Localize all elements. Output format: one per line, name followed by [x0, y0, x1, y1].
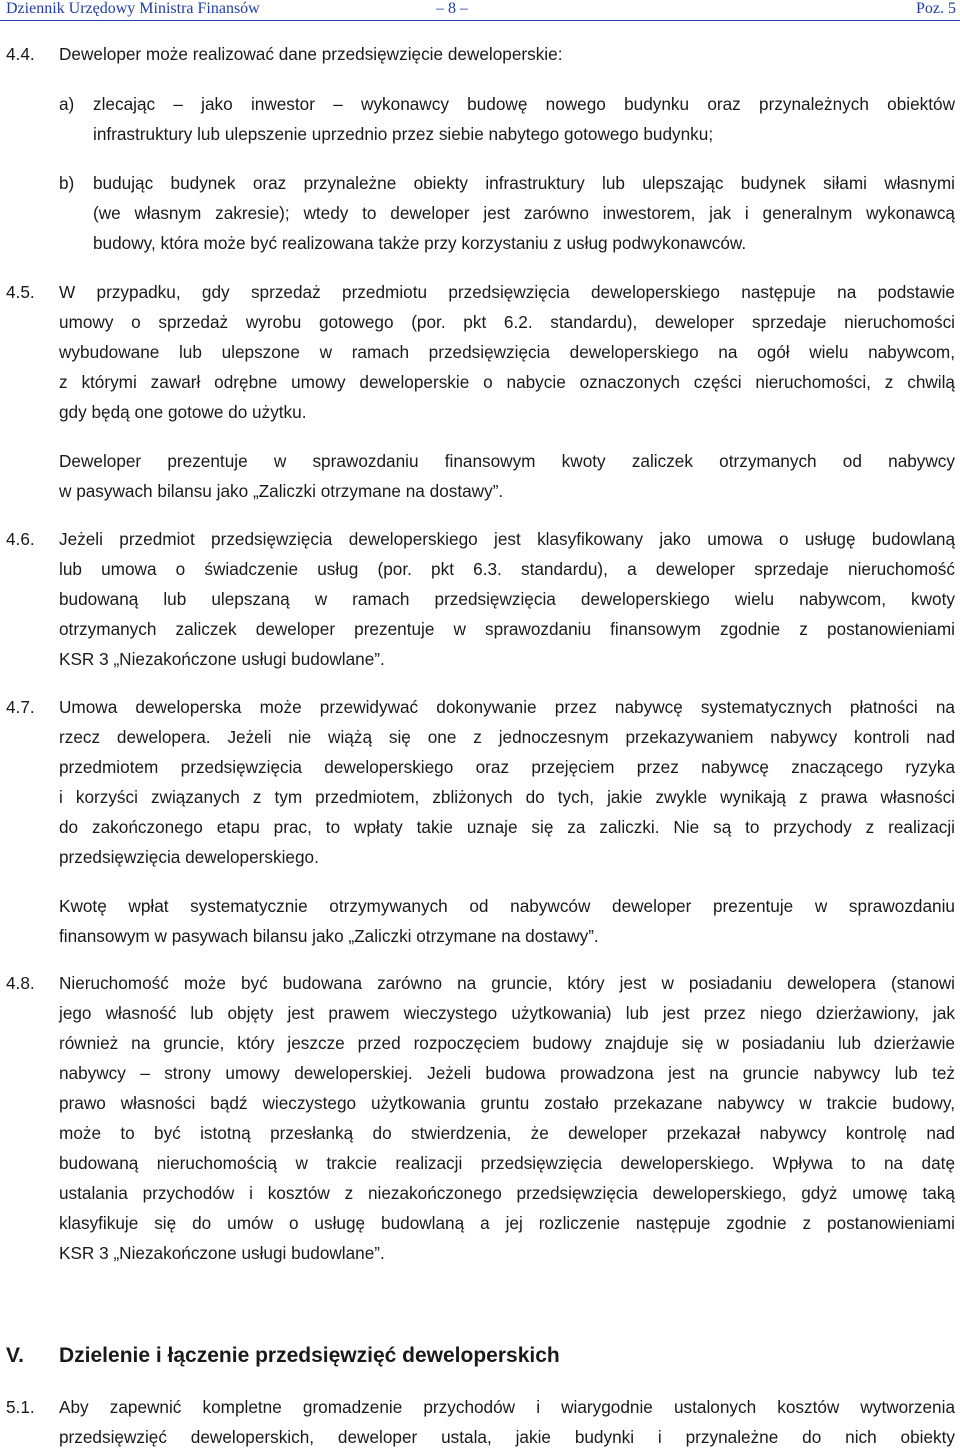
paragraph-line: budowy, która może być realizowana także przy korzystaniu z usług podwykonawców. — [93, 233, 747, 253]
list-item-b — [93, 168, 955, 258]
page-header — [0, 0, 960, 22]
section-4-6-paragraph — [59, 524, 955, 674]
paragraph-line: klasyfikuje się do umów o usługę budowlaną a jej rozliczenie następuje zgodnie z postanowieniami — [59, 1213, 955, 1233]
paragraph-line: gdy będą one gotowe do użytku. — [59, 402, 307, 422]
header-rule — [0, 20, 960, 21]
paragraph-line: ustalania przychodów i kosztów z niezakończonego przedsięwzięcia deweloperskiego, gdyż umowę taką — [59, 1183, 955, 1203]
section-number-4-5: 4.5. — [6, 282, 35, 302]
paragraph-line: KSR 3 „Niezakończone usługi budowlane”. — [59, 649, 385, 669]
section-number-4-7: 4.7. — [6, 697, 35, 717]
paragraph-line: rzecz dewelopera. Jeżeli nie wiążą się one z jednoczesnym przekazywaniem nabywcy kontroli nad — [59, 727, 955, 747]
section-4-7-paragraph-2 — [59, 891, 955, 951]
paragraph-line: zlecając – jako inwestor – wykonawcy budowę nowego budynku oraz przynależnych obiektów — [93, 94, 955, 114]
paragraph-line: Deweloper może realizować dane przedsięwzięcie deweloperskie: — [59, 44, 563, 64]
paragraph-line: Jeżeli przedmiot przedsięwzięcia deweloperskiego jest klasyfikowany jako umowa o usługę budowlaną — [59, 529, 955, 549]
list-label-a: a) — [59, 94, 75, 114]
paragraph-line: Nieruchomość może być budowana zarówno na gruncie, który jest w posiadaniu dewelopera (stanowi — [59, 973, 955, 993]
paragraph-line: finansowym w pasywach bilansu jako „Zaliczki otrzymane na dostawy”. — [59, 926, 599, 946]
section-4-5-paragraph-2 — [59, 446, 955, 506]
paragraph-line: otrzymanych zaliczek deweloper prezentuje w sprawozdaniu finansowym zgodnie z postanowieniami — [59, 619, 955, 639]
paragraph-line: (we własnym zakresie); wtedy to deweloper jest zarówno inwestorem, jak i generalnym wykonawcą — [93, 203, 955, 223]
paragraph-line: do zakończonego etapu prac, to wpłaty takie uznaje się za zaliczki. Nie są to przychody z realizacji — [59, 817, 955, 837]
list-label-b: b) — [59, 173, 75, 193]
page-number: – 8 – — [436, 0, 468, 17]
paragraph-line: i korzyści związanych z tym przedmiotem, zbliżonych do tych, jakie zwykle wynikają z prawa własności — [59, 787, 955, 807]
paragraph-line: z którymi zawarł odrębne umowy deweloperskie o nabycie oznaczonych części nieruchomości, z chwilą — [59, 372, 955, 392]
paragraph-line: wybudowane lub ulepszone w ramach przedsięwzięcia deweloperskiego na ogół wielu nabywcom, — [59, 342, 955, 362]
paragraph-line: budowaną lub ulepszaną w ramach przedsięwzięcia deweloperskiego wielu nabywcom, kwoty — [59, 589, 955, 609]
paragraph-line: również na gruncie, który jeszcze przed rozpoczęciem budowy znajduje się w posiadaniu lub dzierżawie — [59, 1033, 955, 1053]
list-item-a — [93, 89, 955, 149]
section-4-7-paragraph — [59, 692, 955, 872]
section-5-1-paragraph — [59, 1392, 955, 1452]
chapter-title: Dzielenie i łączenie przedsięwzięć deweloperskich — [59, 1344, 560, 1367]
paragraph-line: może to być istotną przesłanką do stwierdzenia, że deweloper przekazał nabywcy kontrolę nad — [59, 1123, 955, 1143]
paragraph-line: przedsięwzięć deweloperskich, deweloper ustala, jakie budynki i przynależne do nich obiekty — [59, 1427, 955, 1447]
section-number-4-4: 4.4. — [6, 44, 35, 64]
section-4-5-paragraph — [59, 277, 955, 427]
paragraph-line: Aby zapewnić kompletne gromadzenie przychodów i wiarygodnie ustalonych kosztów wytworzenia — [59, 1397, 955, 1417]
paragraph-line: infrastruktury lub ulepszenie uprzednio przez siebie nabytego gotowego budynku; — [93, 124, 714, 144]
paragraph-line: lub umowa o świadczenie usług (por. pkt 6.3. standardu), a deweloper sprzedaje nieruchomość — [59, 559, 955, 579]
section-4-8-paragraph — [59, 968, 955, 1268]
paragraph-line: nabywcy – strony umowy deweloperskiej. Jeżeli budowa prowadzona jest na gruncie nabywcy lub też — [59, 1063, 955, 1083]
paragraph-line: przedsięwzięcia deweloperskiego. — [59, 847, 319, 867]
paragraph-line: Deweloper prezentuje w sprawozdaniu finansowym kwoty zaliczek otrzymanych od nabywcy — [59, 451, 955, 471]
paragraph-line: Umowa deweloperska może przewidywać dokonywanie przez nabywcę systematycznych płatności na — [59, 697, 955, 717]
section-number-4-8: 4.8. — [6, 973, 35, 993]
paragraph-line: budowaną nieruchomością w trakcie realizacji przedsięwzięcia deweloperskiego. Wpływa to na datę — [59, 1153, 955, 1173]
chapter-number: V. — [6, 1344, 24, 1367]
paragraph-line: prawo własności bądź wieczystego użytkowania gruntu zostało przekazane nabywcy w trakcie budowy, — [59, 1093, 955, 1113]
journal-title: Dziennik Urzędowy Ministra Finansów — [6, 0, 260, 17]
paragraph-line: KSR 3 „Niezakończone usługi budowlane”. — [59, 1243, 385, 1263]
position-number: Poz. 5 — [916, 0, 956, 17]
section-4-4-intro — [59, 39, 949, 69]
paragraph-line: umowy o sprzedaż wyrobu gotowego (por. pkt 6.2. standardu), deweloper sprzedaje nieruchomości — [59, 312, 955, 332]
paragraph-line: W przypadku, gdy sprzedaż przedmiotu przedsięwzięcia deweloperskiego następuje na podstawie — [59, 282, 955, 302]
section-number-5-1: 5.1. — [6, 1397, 35, 1417]
paragraph-line: przedmiotem przedsięwzięcia deweloperskiego oraz przejęciem przez nabywcę znaczącego ryzyka — [59, 757, 955, 777]
paragraph-line: w pasywach bilansu jako „Zaliczki otrzymane na dostawy”. — [59, 481, 504, 501]
paragraph-line: budując budynek oraz przynależne obiekty infrastruktury lub ulepszając budynek siłami własnymi — [93, 173, 955, 193]
paragraph-line: Kwotę wpłat systematycznie otrzymywanych od nabywców deweloper prezentuje w sprawozdaniu — [59, 896, 955, 916]
paragraph-line: jego własność lub objęty jest prawem wieczystego użytkowania) lub jest przez niego dzierżawiony, jak — [59, 1003, 955, 1023]
section-number-4-6: 4.6. — [6, 529, 35, 549]
